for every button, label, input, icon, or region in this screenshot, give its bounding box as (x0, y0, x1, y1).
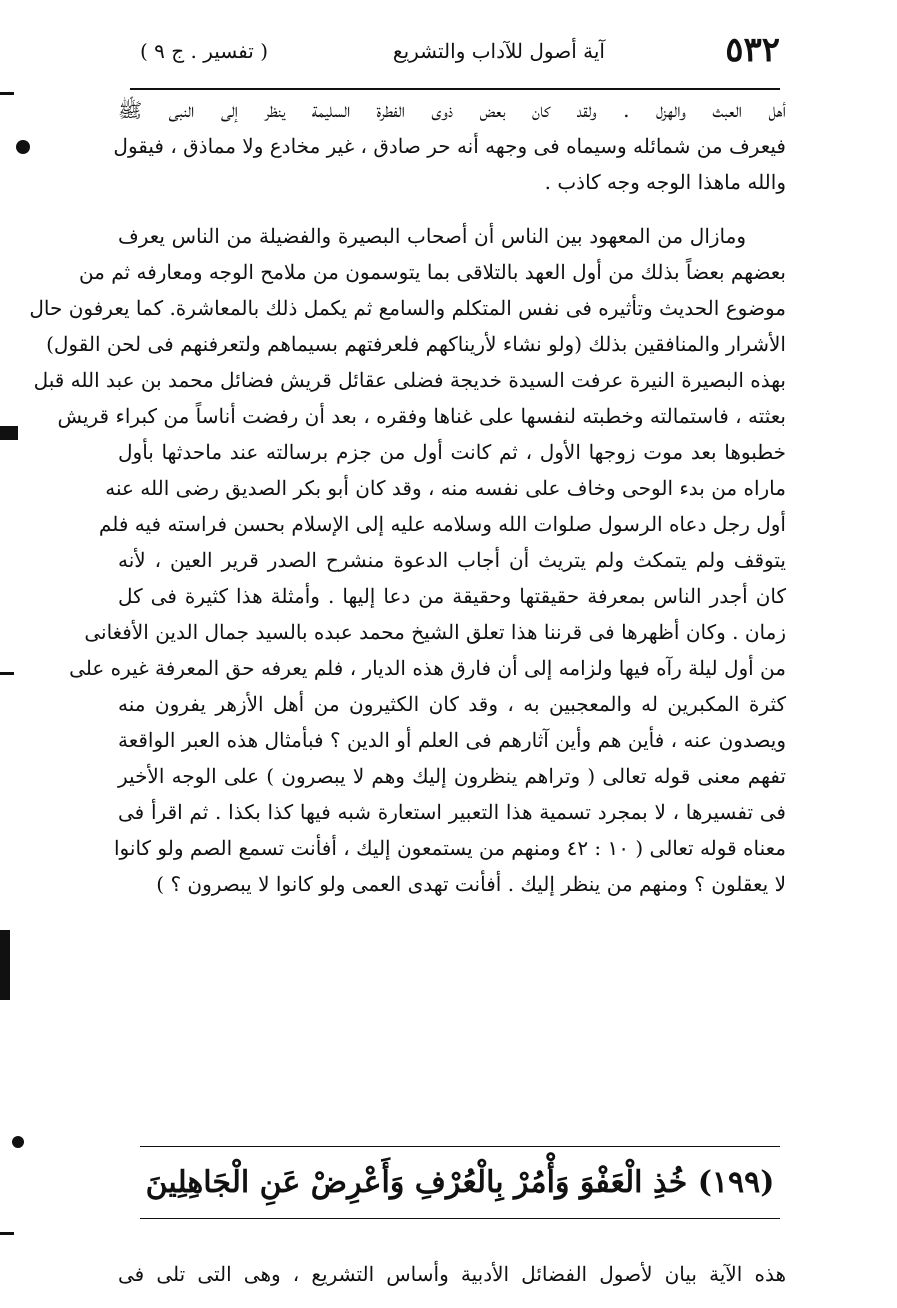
scan-edge-mark (16, 140, 30, 154)
text-line: بعضهم بعضاً بذلك من أول العهد بالتلاقى بما يتوسمون من ملامح الوجه ومعارفه ثم من (78, 260, 786, 284)
text-line: فى تفسيرها ، لا بمجرد تسمية هذا التعبير استعارة شبه فيها كذا بكذا . ثم اقرأ فى (118, 800, 786, 824)
text-line: ماراه من بدء الوحى وخاف على نفسه منه ، وقد كان أبو بكر الصديق رضى الله عنه (105, 476, 786, 500)
text-line: كان أجدر الناس بمعرفة حقيقتها وحقيقة من دعا إليها . وأمثلة هذا كثيرة فى كل (118, 584, 786, 608)
text-line: خطبوها بعد موت زوجها الأول ، ثم كانت أول من جزم برسالته عند ماحدثها بأول (118, 440, 786, 464)
text-line: ويصدون عنه ، فأين هم وأين آثارهم فى العلم أو الدين ؟ فبأمثال هذه العبر الواقعة (118, 728, 786, 752)
text-line: والله ماهذا الوجه وجه كاذب . (544, 170, 786, 194)
scan-edge-mark (0, 672, 14, 675)
volume-info: ( تفسير . ج ٩ ) (140, 39, 269, 63)
scan-edge-mark (0, 1232, 14, 1235)
running-title: آية أصول للآداب والتشريع (392, 39, 605, 63)
text-line: تفهم معنى قوله تعالى ( وتراهم ينظرون إليك وهم لا يبصرون ) على الوجه الأخير (118, 764, 786, 788)
scan-edge-mark (0, 930, 10, 1000)
text-line: موضوع الحديث وتأثيره فى نفس المتكلم والسامع ثم يكمل ذلك بالمعاشرة. كما يعرفون حال (29, 296, 786, 320)
text-line: بهذه البصيرة النيرة عرفت السيدة خديجة فضلى عقائل قريش فضائل محمد بن عبد الله قبل (33, 368, 786, 392)
text-line: الأشرار والمنافقين بذلك (ولو نشاء لأريناكهم فلعرفتهم بسيماهم ولتعرفنهم فى لحن القول) (46, 332, 786, 356)
text-line: من أول ليلة رآه فيها ولزامه إلى أن فارق هذه الديار ، فلم يعرفه حق المعرفة غيره على (69, 656, 786, 680)
text-line: فيعرف من شمائله وسيماه فى وجهه أنه حر صادق ، غير مخادع ولا مماذق ، فيقول (113, 134, 786, 158)
text-line: معناه قوله تعالى ( ١٠ : ٤٢ ومنهم من يستمعون إليك ، أفأنت تسمع الصم ولو كانوا (113, 836, 786, 860)
scan-edge-mark (12, 1136, 24, 1148)
page-header (130, 30, 780, 80)
text-line: لا يعقلون ؟ ومنهم من ينظر إليك . أفأنت تهدى العمى ولو كانوا لا يبصرون ؟ ) (156, 872, 786, 896)
text-line: أول رجل دعاه الرسول صلوات الله وسلامه عليه إلى الإسلام بحسن فراسته فيه فلم (98, 512, 786, 536)
text-line: كثرة المكبرين له والمعجبين به ، وقد كان الكثيرون من أهل الأزهر يفرون منه (118, 692, 786, 716)
paragraph-break (118, 200, 786, 218)
text-line: ومازال من المعهود بين الناس أن أصحاب البصيرة والفضيلة من الناس يعرف (118, 224, 746, 248)
scan-edge-mark (0, 426, 18, 440)
text-line: زمان . وكان أظهرها فى قرننا هذا تعلق الشيخ محمد عبده بالسيد جمال الدين الأفغانى (84, 620, 786, 644)
commentary-start-line: هذه الآية بيان لأصول الفضائل الأدبية وأساس التشريع ، وهى التى تلى فى (118, 1262, 786, 1286)
quran-verse: (١٩٩) خُذِ الْعَفْوَ وَأْمُرْ بِالْعُرْفِ وَأَعْرِضْ عَنِ الْجَاهِلِينَ (145, 1165, 775, 1200)
main-text (29, 92, 786, 902)
verse-rule-bottom (140, 1218, 780, 1219)
text-line: بعثته ، فاستمالته وخطبته لنفسها على غناها وفقره ، بعد أن رفضت أناساً من كبراء قريش (57, 404, 786, 428)
text-line: يتوقف ولم يتمكث ولم يتريث أن أجاب الدعوة منشرح الصدر قرير العين ، لأنه (118, 548, 786, 572)
header-rule (130, 88, 780, 90)
text-line: أهل العبث والهزل . ولقد كان بعض ذوى الفطرة السليمة ينظر إلى النبى ﷺ (118, 98, 786, 122)
verse-rule-top (140, 1146, 780, 1147)
page-number: ٥٣٢ (725, 30, 780, 70)
scan-edge-mark (0, 92, 14, 95)
